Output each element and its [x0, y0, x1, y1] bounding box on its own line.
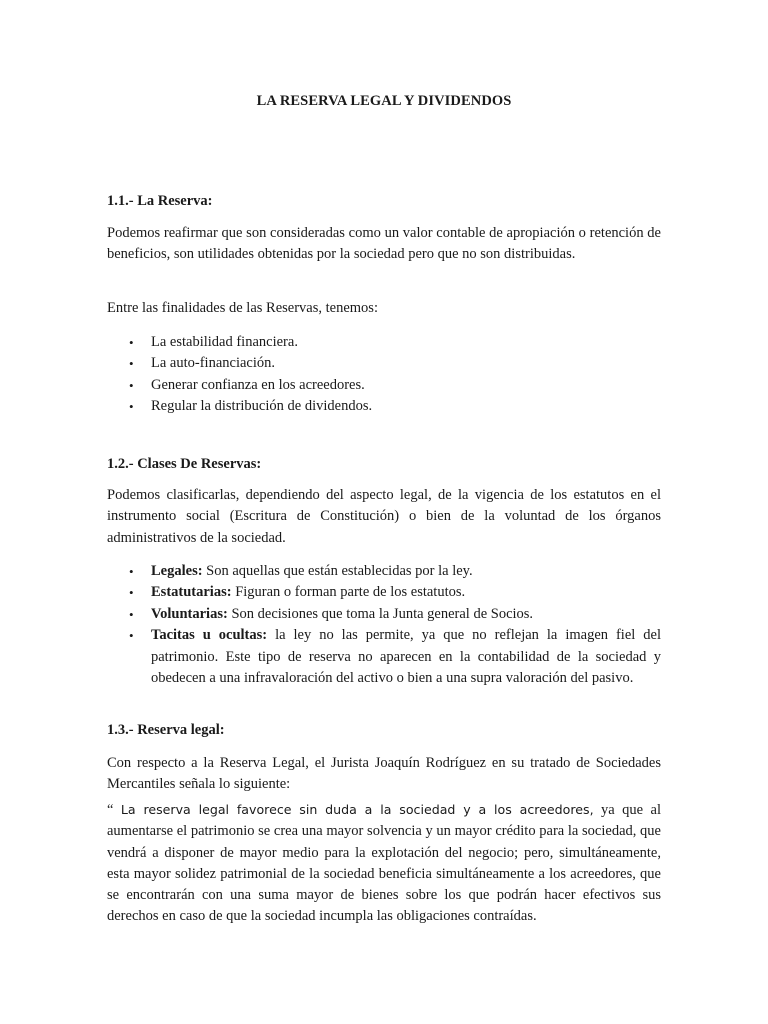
list-item: • Voluntarias: Son decisiones que toma la Junta general de Socios. [107, 604, 661, 625]
bullet-icon: • [129, 606, 134, 622]
document-title: LA RESERVA LEGAL Y DIVIDENDOS [256, 93, 512, 109]
bullet-icon: • [129, 399, 134, 415]
list-item: • Estatutarias: Figuran o forman parte de los estatutos. [107, 582, 661, 603]
bullet-icon: • [129, 564, 134, 579]
list-item: • Tacitas u ocultas: la ley no las permite, ya que no reflejan la imagen fiel del patrimonio. Este tipo de reserva no aparecen en la contabilidad de la sociedad y obedecen a una infravaloración del activo o bien a una supra valoración del pasivo. [129, 627, 661, 687]
bullet-icon: • [129, 585, 134, 601]
list-item: • Regular la distribución de dividendos. [107, 396, 661, 417]
paragraph-clases-intro: Podemos clasificarlas, dependiendo del aspecto legal, de la vigencia de los estatutos en el instrumento social (Escritura de Constitución) o bien de la voluntad de los órganos administrativos de la sociedad. [107, 487, 661, 546]
bullet-icon: • [129, 356, 134, 372]
paragraph-reserva-legal-intro: Con respecto a la Reserva Legal, el Jurista Joaquín Rodríguez en su tratado de Sociedades Mercantiles señala lo siguiente: [107, 755, 661, 793]
bullet-icon: • [129, 335, 134, 350]
section-heading-clases: 1.2.- Clases De Reservas: [107, 456, 262, 472]
list-item: • La auto-financiación. [107, 353, 661, 374]
list-item: • Generar confianza en los acreedores. [107, 375, 661, 396]
list-finalidades [107, 332, 661, 418]
bullet-icon: • [129, 628, 134, 644]
paragraph-finalidades-intro: Entre las finalidades de las Reservas, tenemos: [107, 300, 378, 316]
section-heading-reserva: 1.1.- La Reserva: [107, 193, 213, 209]
list-clases-reservas [107, 561, 661, 689]
paragraph-reserva-definicion: Podemos reafirmar que son consideradas como un valor contable de apropiación o retención de beneficios, son utilidades obtenidas por la sociedad pero que no son distribuidas. [107, 225, 661, 263]
bullet-icon: • [129, 377, 134, 393]
list-item: • La estabilidad financiera. [107, 332, 661, 353]
list-item: • Legales: Son aquellas que están establecidas por la ley. [107, 561, 661, 582]
paragraph-quote: “ La reserva legal favorece sin duda a la sociedad y a los acreedores, ya que al aumentarse el patrimonio se crea una mayor solvencia y un mayor crédito para la sociedad, que vendrá a disponer de mayor medio para la explotación del negocio; pero, simultáneamente, esta mayor solidez patrimonial de la sociedad beneficia simultáneamente a los acreedores, que se encontrarán con una suma mayor de bienes sobre los que podrán hacer efectivos sus derechos en caso de que la sociedad incumpla las obligaciones contraídas. [107, 802, 662, 925]
section-heading-reserva-legal: 1.3.- Reserva legal: [107, 722, 225, 738]
